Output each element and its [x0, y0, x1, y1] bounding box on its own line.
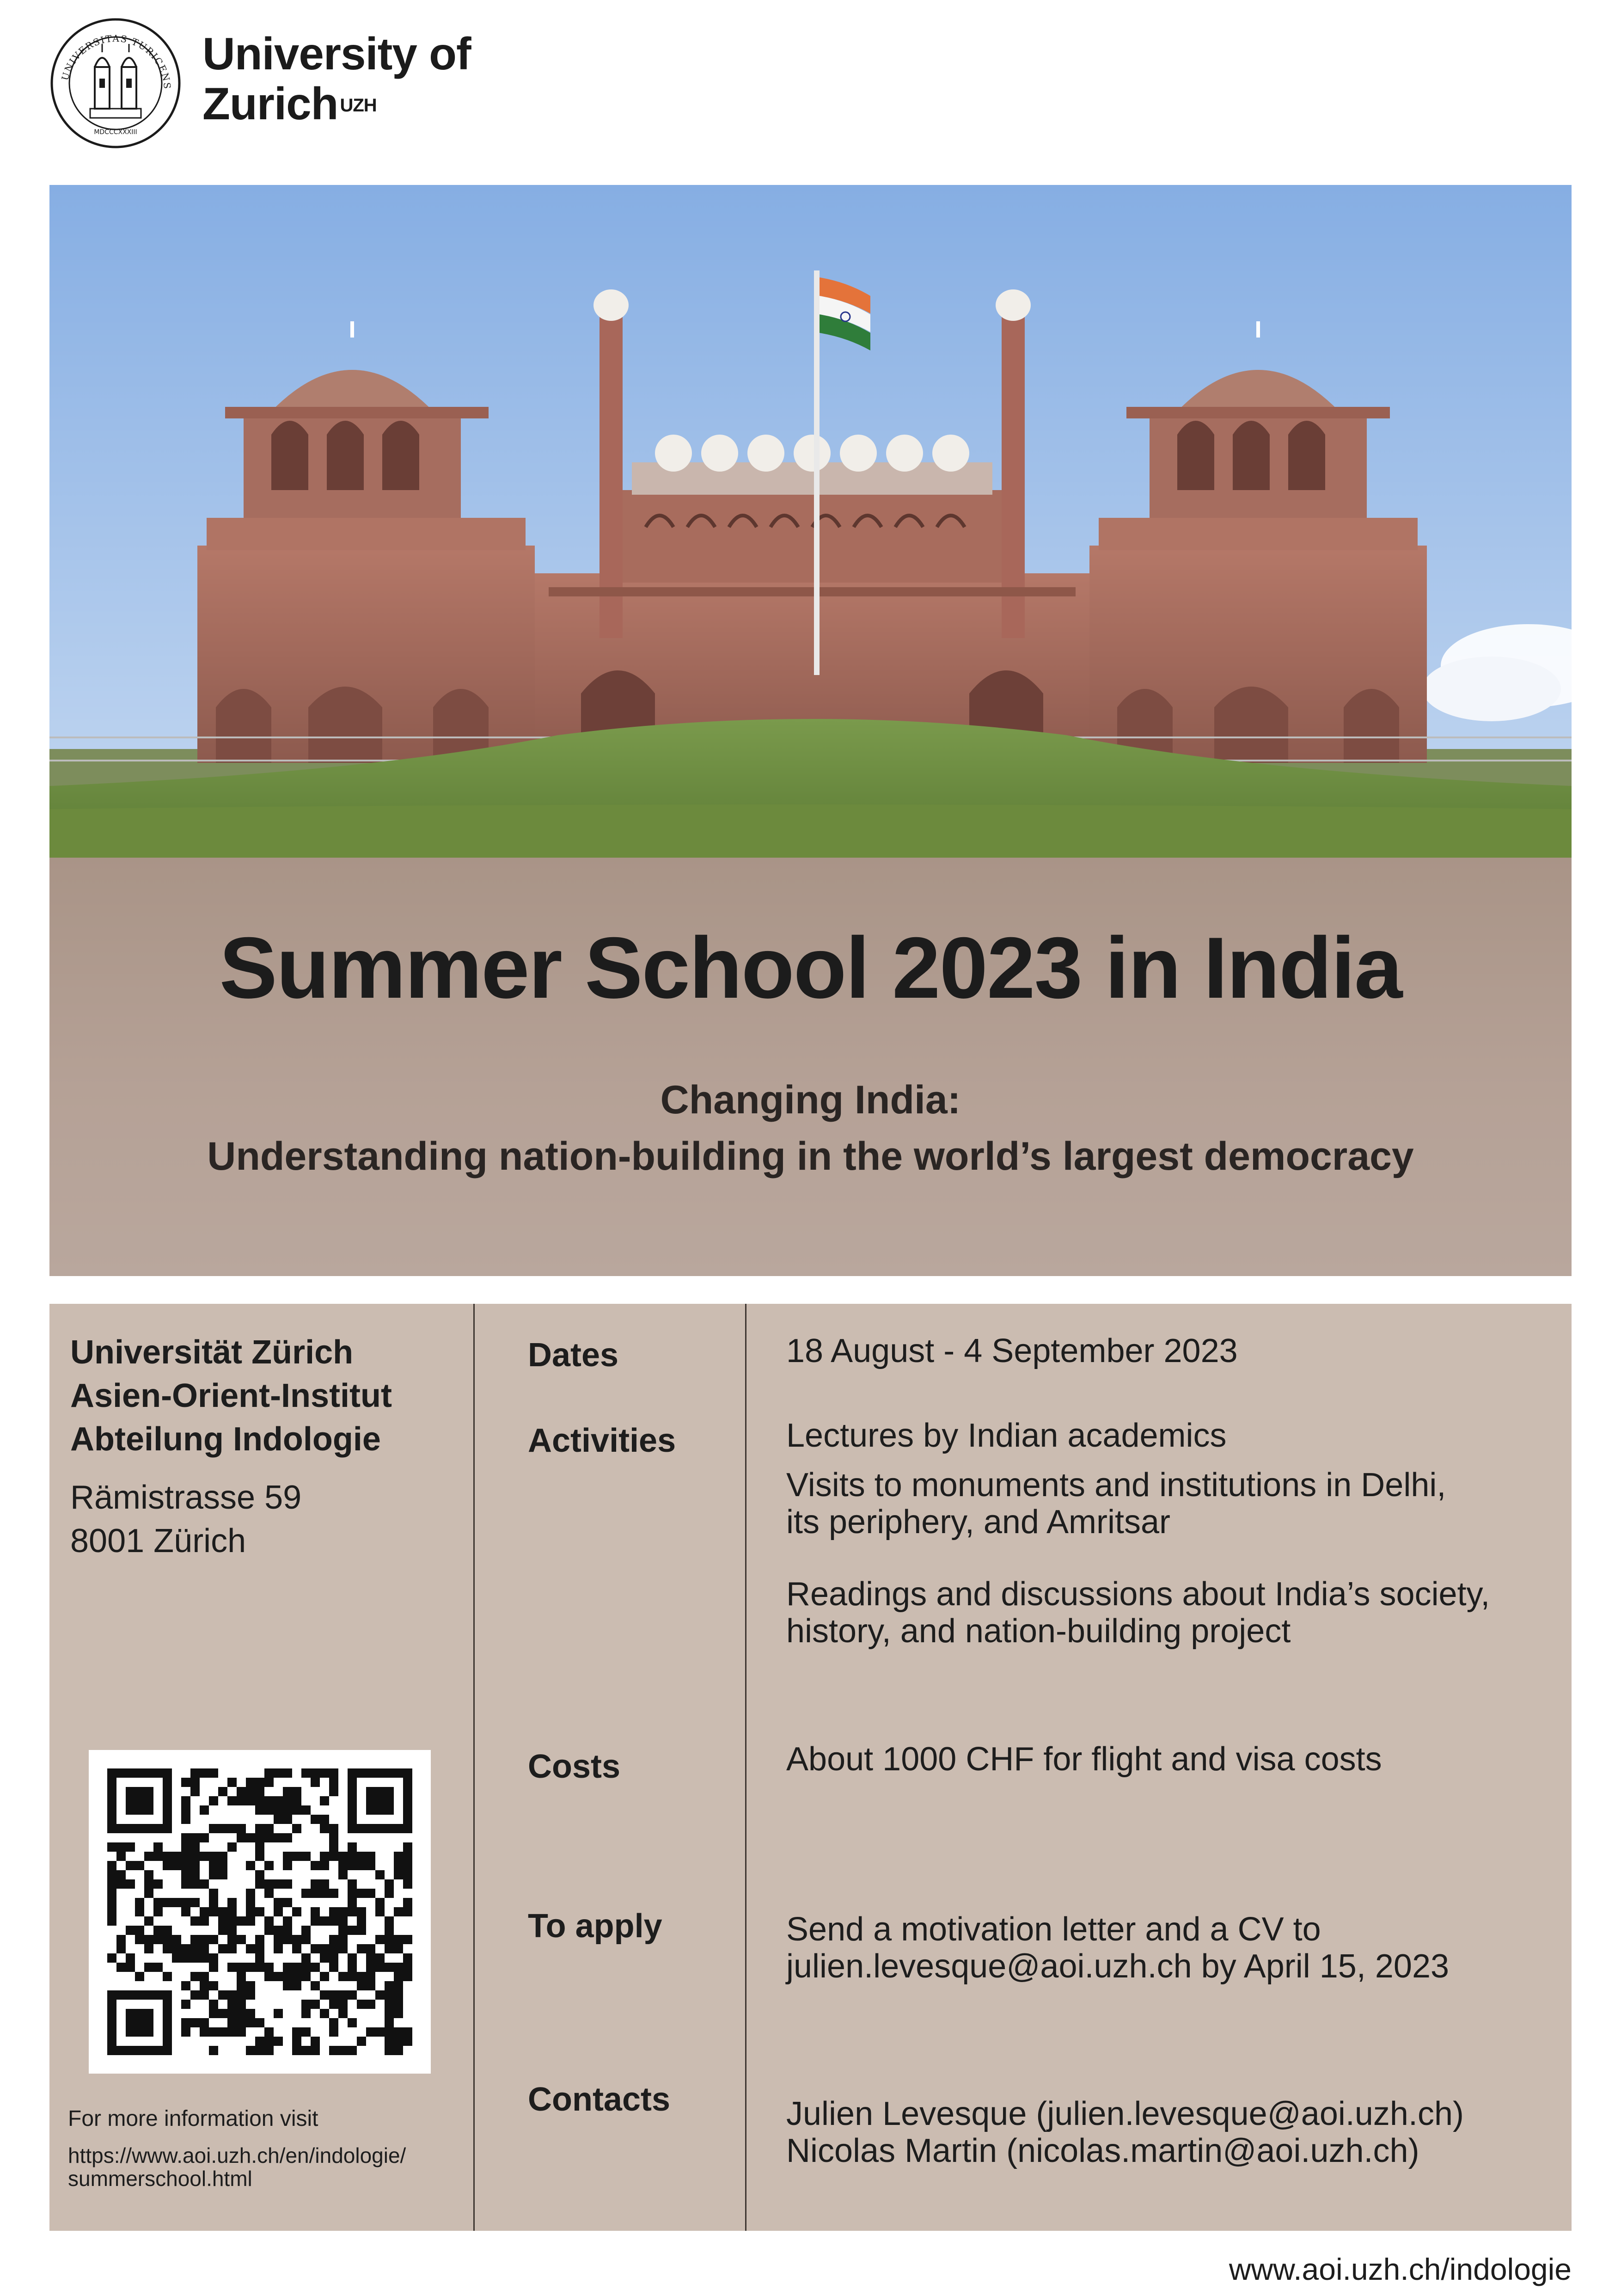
column-divider — [473, 1304, 475, 2231]
more-info-url-cont[interactable]: summerschool.html — [68, 2167, 252, 2191]
page-title: Summer School 2023 in India — [219, 919, 1402, 1016]
qr-code[interactable] — [89, 1750, 431, 2074]
more-info-text: For more information visit — [68, 2106, 318, 2131]
logo-line2: Zurich — [202, 78, 338, 129]
more-info-url[interactable]: https://www.aoi.uzh.ch/en/indologie/ — [68, 2143, 406, 2167]
apply-email[interactable]: julien.levesque@aoi.uzh.ch by April 15, 2023 — [786, 1948, 1450, 1985]
title-banner — [49, 858, 1572, 1276]
university-logo — [202, 29, 471, 129]
contact-item[interactable]: Nicolas Martin (nicolas.martin@aoi.uzh.ch) — [786, 2132, 1419, 2169]
svg-text:UNIVERSITAS TURICENSIS: UNIVERSITAS TURICENS — [59, 32, 173, 90]
address-street: Rämistrasse 59 — [70, 1479, 302, 1516]
address-line1: Universität Zürich — [70, 1334, 354, 1371]
activities-label: Activities — [528, 1422, 676, 1459]
activity-item-cont: history, and nation-building project — [786, 1613, 1291, 1650]
footer-url[interactable]: www.aoi.uzh.ch/indologie — [1229, 2252, 1572, 2286]
costs-label: Costs — [528, 1748, 621, 1785]
apply-label: To apply — [528, 1908, 662, 1945]
activity-item: Visits to monuments and institutions in Delhi, — [786, 1467, 1446, 1504]
dates-value: 18 August - 4 September 2023 — [786, 1332, 1238, 1369]
activity-item: Readings and discussions about India’s society, — [786, 1576, 1490, 1613]
logo-line1: University of — [202, 28, 471, 79]
activity-item-cont: its periphery, and Amritsar — [786, 1504, 1170, 1541]
apply-value: Send a motivation letter and a CV to — [786, 1911, 1321, 1948]
address-line3: Abteilung Indologie — [70, 1421, 381, 1458]
svg-text:MDCCCXXXIII: MDCCCXXXIII — [94, 129, 137, 136]
activity-item: Lectures by Indian academics — [786, 1417, 1227, 1454]
contacts-label: Contacts — [528, 2081, 671, 2118]
address-city: 8001 Zürich — [70, 1522, 246, 1559]
costs-value: About 1000 CHF for flight and visa costs — [786, 1741, 1382, 1778]
column-divider — [745, 1304, 746, 2231]
university-seal — [49, 16, 183, 150]
subtitle-line1: Changing India: — [660, 1078, 961, 1122]
red-fort-photo — [49, 185, 1572, 858]
address-line2: Asien-Orient-Institut — [70, 1377, 392, 1414]
contact-item[interactable]: Julien Levesque (julien.levesque@aoi.uzh.ch) — [786, 2095, 1464, 2132]
dates-label: Dates — [528, 1337, 619, 1374]
subtitle-line2: Understanding nation-building in the world’s largest democracy — [207, 1134, 1414, 1179]
logo-sup: UZH — [340, 95, 377, 116]
info-box — [49, 1304, 1572, 2231]
